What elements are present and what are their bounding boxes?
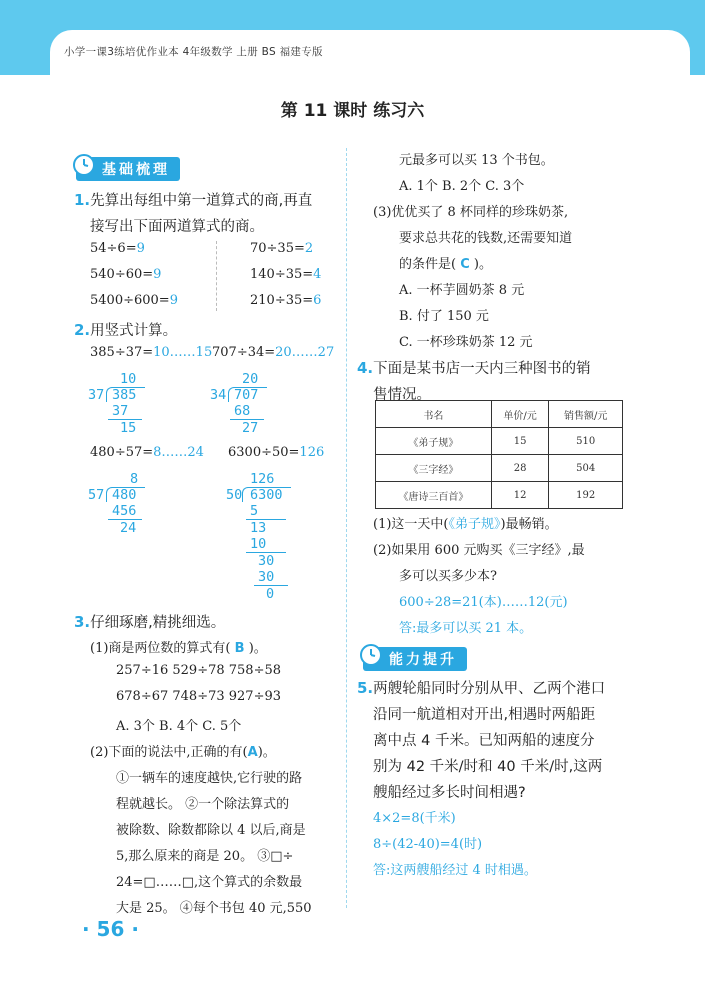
ld4-step5: 30 (258, 569, 275, 585)
table-row (376, 428, 623, 455)
q5-number: 5. (357, 679, 374, 697)
clock-icon (359, 643, 383, 667)
column-divider (346, 148, 347, 908)
q1-row2-a: 540÷60=9 (90, 267, 162, 282)
q3-p3-option-b: B. 付了 150 元 (399, 309, 489, 324)
q3-exprs-row2: 678÷67 748÷73 927÷93 (116, 689, 282, 704)
q3-p3-option-a: A. 一杯芋圆奶茶 8 元 (399, 283, 525, 298)
q4-text1: 下面是某书店一天内三种图书的销 (373, 361, 591, 377)
table-cell: 《唐诗三百首》 (376, 482, 492, 509)
table-cell: 《弟子规》 (376, 428, 492, 455)
ld4-step2: 13 (250, 520, 267, 536)
header-text: 小学一课3练培优作业本 4年级数学 上册 BS 福建专版 (64, 46, 323, 58)
table-row (376, 455, 623, 482)
q3-exprs-row1: 257÷16 529÷78 758÷58 (116, 663, 282, 678)
q3-part2: (2)下面的说法中,正确的有(A)。 (90, 745, 276, 760)
q2-number: 2. (74, 321, 91, 339)
ld1-divisor: 37 (88, 387, 105, 403)
q3-p3-l3: 的条件是( C )。 (399, 257, 492, 272)
ld2-remainder: 27 (242, 420, 259, 436)
q4-text2: 售情况。 (373, 387, 431, 403)
table-header: 书名 (376, 401, 492, 428)
q4-sub2-l1: (2)如果用 600 元购买《三字经》,最 (373, 543, 585, 558)
ld2-product: 68 (234, 403, 251, 419)
q1-line1 (74, 189, 312, 210)
q2-text: 用竖式计算。 (90, 323, 178, 339)
q1-row2-b: 140÷35=4 (250, 267, 322, 282)
clock-icon (72, 153, 96, 177)
q4-number: 4. (357, 359, 374, 377)
q3-part1-options: A. 3个 B. 4个 C. 5个 (116, 719, 242, 734)
ld1-product: 37 (112, 403, 129, 419)
q4-answer: 答:最多可以买 21 本。 (399, 621, 533, 636)
q1-number: 1. (74, 191, 91, 209)
q3-p2-l6: 大是 25。 ④每个书包 40 元,550 (116, 901, 312, 916)
ld4-step4: 30 (258, 553, 275, 569)
q5-text3: 离中点 4 千米。已知两船的速度分 (373, 733, 595, 749)
page-number: · 56 · (82, 917, 139, 941)
table-header-row (376, 401, 623, 428)
q1-row3-b: 210÷35=6 (250, 293, 322, 308)
table-cell: 12 (491, 482, 549, 509)
ld3-product: 456 (112, 503, 137, 519)
ld3-divisor: 57 (88, 487, 105, 503)
q5-text4: 别为 42 千米/时和 40 千米/时,这两 (373, 759, 603, 775)
table-cell: 192 (549, 482, 623, 509)
q3-line (74, 611, 225, 632)
q3-p2-l4: 5,那么原来的商是 20。 ③□÷ (116, 849, 294, 864)
q5-text2: 沿同一航道相对开出,相遇时两船距 (373, 707, 596, 723)
q1-row1-a: 54÷6=9 (90, 241, 145, 256)
table-cell: 15 (491, 428, 549, 455)
ld4-dividend: 6300 (250, 487, 283, 503)
q1-row3-a: 5400÷600=9 (90, 293, 178, 308)
q5-answer: 答:这两艘船经过 4 时相遇。 (373, 863, 537, 878)
q2-expr3: 480÷57=8……24 (90, 445, 204, 460)
q2-line (74, 319, 177, 340)
q1-text2: 接写出下面两道算式的商。 (90, 219, 264, 235)
q3-p2-l7: 元最多可以买 13 个书包。 (399, 153, 554, 168)
ld1-quotient: 10 (120, 371, 137, 387)
ld1-remainder: 15 (120, 420, 137, 436)
header-inner (50, 30, 690, 100)
ld4-divisor: 50 (226, 487, 243, 503)
q3-part2-options: A. 1个 B. 2个 C. 3个 (399, 179, 525, 194)
q3-p2-l3: 被除数、除数都除以 4 以后,商是 (116, 823, 306, 838)
table-cell: 《三字经》 (376, 455, 492, 482)
q5-calc1: 4×2=8(千米) (373, 811, 456, 826)
q2-expr1: 385÷37=10……15 (90, 345, 213, 360)
q2-expr4: 6300÷50=126 (228, 445, 325, 460)
ld4-step3: 10 (250, 536, 267, 552)
q3-number: 3. (74, 613, 91, 631)
ld3-quotient: 8 (130, 471, 139, 487)
ld2-divisor: 34 (210, 387, 227, 403)
q3-part1: (1)商是两位数的算式有( B )。 (90, 641, 267, 656)
section-ability (363, 647, 467, 671)
ld4-step6: 0 (266, 586, 275, 602)
ld3-dividend: 480 (112, 487, 137, 503)
q3-text: 仔细琢磨,精挑细选。 (90, 615, 226, 631)
q1-text1: 先算出每组中第一道算式的商,再直 (90, 193, 313, 209)
q3-p3-l2: 要求总共花的钱数,还需要知道 (399, 231, 573, 246)
section-basic-label: 基础梳理 (76, 157, 180, 181)
table-cell: 28 (491, 455, 549, 482)
q1-dash (216, 241, 217, 311)
ld4-step1: 5 (250, 503, 259, 519)
q4-calc: 600÷28=21(本)……12(元) (399, 595, 568, 610)
q3-p2-l5: 24=□……□,这个算式的余数最 (116, 875, 303, 890)
table-row (376, 482, 623, 509)
sales-table (375, 400, 623, 509)
q4-line1 (357, 357, 591, 378)
section-ability-label: 能力提升 (363, 647, 467, 671)
page-title: 第 11 课时 练习六 (280, 101, 425, 121)
q5-line1 (357, 677, 605, 698)
q5-text5: 艘船经过多长时间相遇? (373, 785, 526, 801)
ld4-quotient: 126 (250, 471, 275, 487)
ld2-dividend: 707 (234, 387, 259, 403)
q3-p3-l1: (3)优优买了 8 杯同样的珍珠奶茶, (373, 205, 569, 220)
q2-expr2: 707÷34=20……27 (212, 345, 335, 360)
table-header: 单价/元 (491, 401, 549, 428)
q4-sub1: (1)这一天中(《弟子规》)最畅销。 (373, 517, 558, 532)
q1-row1-b: 70÷35=2 (250, 241, 314, 256)
q5-calc2: 8÷(42-40)=4(时) (373, 837, 483, 852)
q5-text1: 两艘轮船同时分别从甲、乙两个港口 (373, 681, 606, 697)
table-cell: 504 (549, 455, 623, 482)
table-cell: 510 (549, 428, 623, 455)
section-basic (76, 157, 180, 181)
q3-p3-option-c: C. 一杯珍珠奶茶 12 元 (399, 335, 533, 350)
q3-p2-l2: 程就越长。 ②一个除法算式的 (116, 797, 290, 812)
ld2-quotient: 20 (242, 371, 259, 387)
table-header: 销售额/元 (549, 401, 623, 428)
ld3-remainder: 24 (120, 520, 137, 536)
q4-sub2-l2: 多可以买多少本? (399, 569, 497, 584)
ld1-dividend: 385 (112, 387, 137, 403)
q3-p2-l1: ①一辆车的速度越快,它行驶的路 (116, 771, 303, 786)
